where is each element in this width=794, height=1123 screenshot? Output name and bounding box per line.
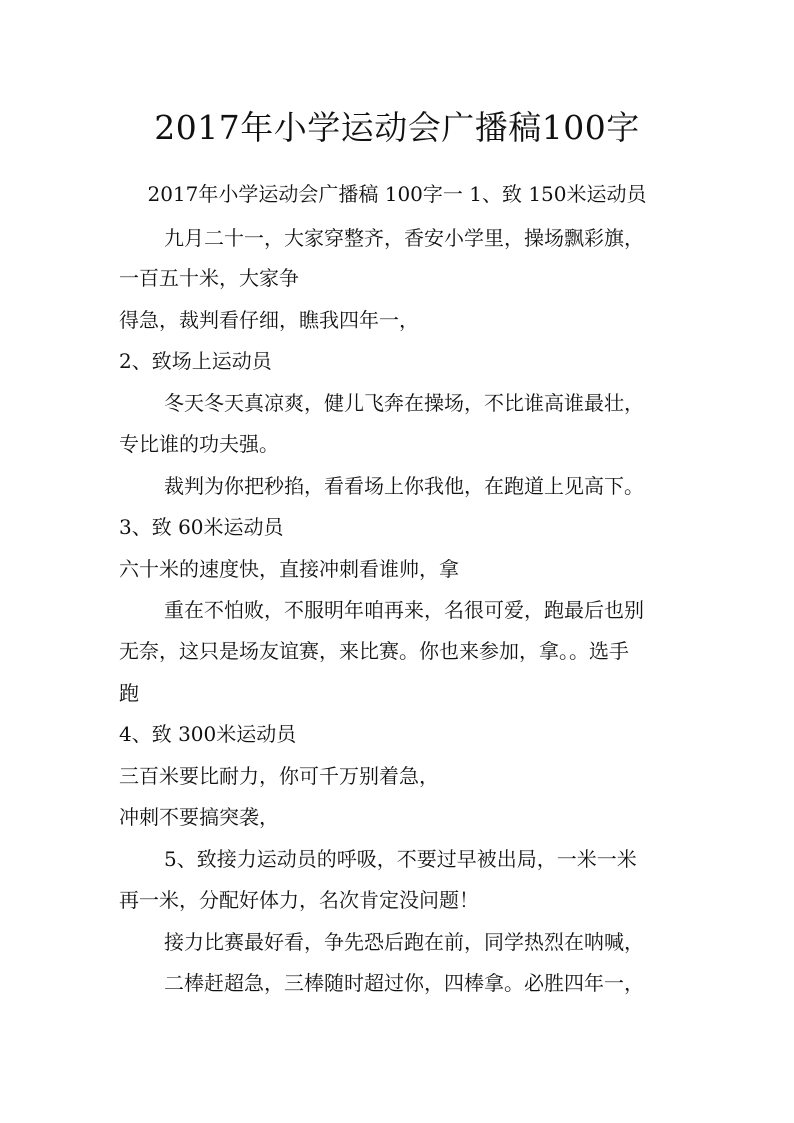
text-line: 冬天冬天真凉爽，健儿飞奔在操场，不比谁高谁最壮，: [164, 391, 644, 415]
text-line: 三百米要比耐力，你可千万别着急，: [119, 764, 439, 788]
text-line: 重在不怕败，不服明年咱再来，名很可爱，跑最后也别: [164, 598, 644, 622]
text-line: 再一米，分配好体力，名次肯定没问题！: [119, 888, 479, 912]
section-heading: 4、致 300米运动员: [119, 722, 297, 746]
text-line: 得急，裁判看仔细，瞧我四年一，: [119, 308, 419, 332]
section-heading: 3、致 60米运动员: [119, 515, 284, 539]
text-line: 二棒赶超急，三棒随时超过你，四棒拿。必胜四年一，: [164, 971, 644, 995]
text-line: 接力比赛最好看，争先恐后跑在前，同学热烈在呐喊，: [164, 930, 644, 954]
text-line: 九月二十一，大家穿整齐，香安小学里，操场飘彩旗，: [164, 226, 644, 250]
text-line: 六十米的速度快，直接冲刺看谁帅，拿: [119, 557, 459, 581]
section-heading: 5、致接力运动员的呼吸，不要过早被出局，一米一米: [164, 847, 637, 871]
text-line: 跑: [119, 681, 139, 705]
text-line: 裁判为你把秒掐，看看场上你我他，在跑道上见高下。: [164, 474, 644, 498]
text-line: 2017年小学运动会广播稿 100字一 1、致 150米运动员: [147, 182, 647, 206]
text-line: 冲刺不要搞突袭，: [119, 805, 279, 829]
section-heading: 2、致场上运动员: [119, 349, 272, 373]
text-line: 专比谁的功夫强。: [119, 432, 279, 456]
text-line: 无奈，这只是场友谊赛，来比赛。你也来参加，拿。。选手: [119, 639, 629, 663]
document-title: 2017年小学运动会广播稿100字: [154, 108, 640, 147]
text-line: 一百五十米，大家争: [119, 266, 299, 290]
